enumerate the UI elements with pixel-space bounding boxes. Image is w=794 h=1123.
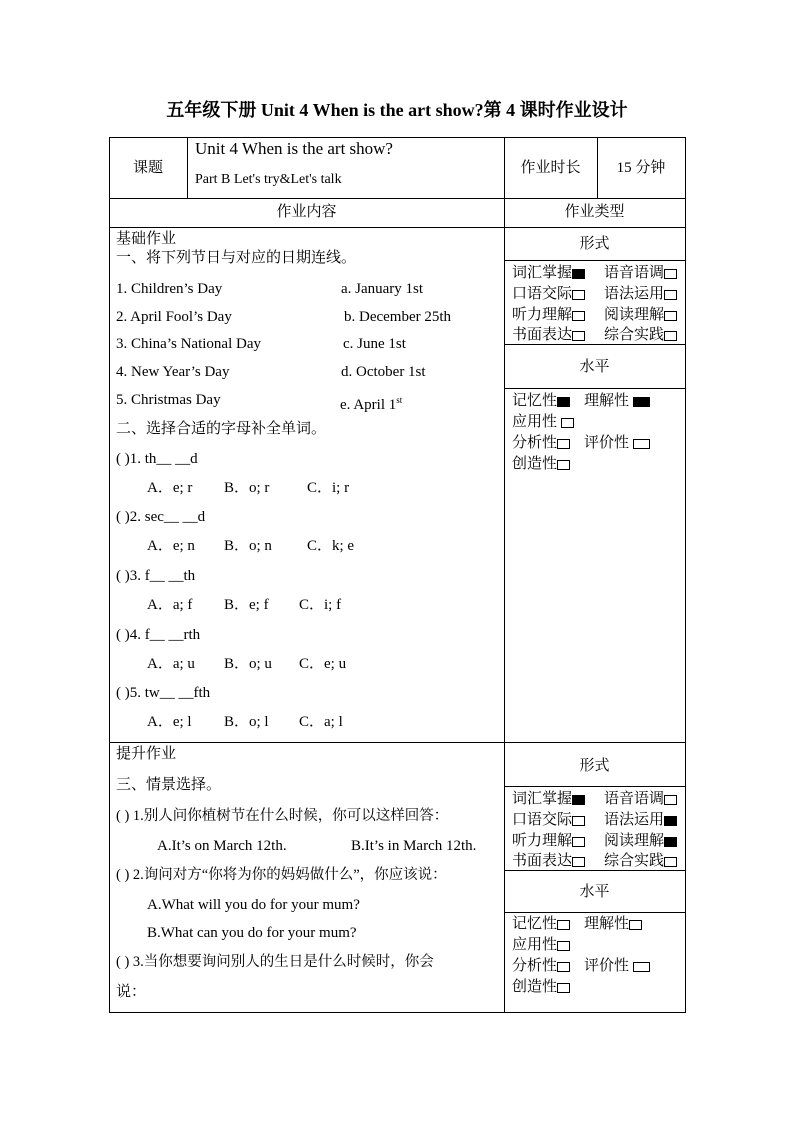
- page-title: 五年级下册 Unit 4 When is the art show?第 4 课时作业设计: [166, 100, 628, 120]
- form-item-reading: 阅读理解: [604, 832, 677, 850]
- checkbox: [664, 290, 677, 300]
- checkbox: [572, 857, 585, 867]
- form-item-speaking: 口语交际: [512, 285, 585, 303]
- form-label: 形式: [579, 758, 610, 774]
- option: C．k; e: [307, 538, 355, 554]
- option: B．o; r: [224, 480, 270, 496]
- question: ( )2. sec__ __d: [116, 509, 206, 525]
- level-item-memory: 记忆性: [512, 915, 570, 933]
- form-item-grammar: 语法运用: [604, 811, 677, 829]
- holiday-item: 4. New Year’s Day: [116, 364, 230, 380]
- scenario-option: A.What will you do for your mum?: [147, 897, 360, 913]
- option: C．e; u: [299, 656, 347, 672]
- scenario-option: B.It’s in March 12th.: [351, 838, 477, 854]
- date-item: b. December 25th: [344, 309, 452, 325]
- form-item-grammar: 语法运用: [604, 285, 677, 303]
- form-item-listening: 听力理解: [512, 832, 585, 850]
- level-item-creation: 创造性: [512, 455, 570, 473]
- checkbox: [664, 857, 677, 867]
- form-item-vocab: 词汇掌握: [512, 264, 585, 282]
- level-item-analysis: 分析性: [512, 434, 570, 452]
- level-item-creation: 创造性: [512, 978, 570, 996]
- checkbox: [572, 795, 585, 805]
- form-item-writing: 书面表达: [512, 326, 585, 344]
- checkbox: [572, 290, 585, 300]
- checkbox: [664, 331, 677, 341]
- scenario-option: B.What can you do for your mum?: [147, 925, 357, 941]
- checkbox: [572, 816, 585, 826]
- level-item-application: 应用性: [512, 413, 574, 431]
- part2-title: 二、选择合适的字母补全单词。: [116, 421, 327, 437]
- homework-table: [109, 137, 686, 1013]
- holiday-item: 3. China’s National Day: [116, 336, 261, 352]
- checkbox: [557, 397, 570, 407]
- date-item: a. January 1st: [341, 281, 424, 297]
- checkbox: [557, 983, 570, 993]
- checkbox: [633, 439, 650, 449]
- question: ( )4. f__ __rth: [116, 627, 201, 643]
- checkbox: [572, 311, 585, 321]
- scenario-option: A.It’s on March 12th.: [157, 838, 287, 854]
- form-item-phonetics: 语音语调: [604, 264, 677, 282]
- checkbox: [633, 962, 650, 972]
- option: C．i; r: [307, 480, 350, 496]
- checkbox: [664, 816, 677, 826]
- checkbox: [572, 837, 585, 847]
- checkbox: [557, 920, 570, 930]
- form-item-reading: 阅读理解: [604, 306, 677, 324]
- level-item-understanding: 理解性: [584, 915, 642, 933]
- form-item-speaking: 口语交际: [512, 811, 585, 829]
- duration-label: 作业时长: [520, 160, 581, 176]
- date-item: e. April 1st: [340, 395, 403, 413]
- checkbox: [557, 439, 570, 449]
- topic-label: 课题: [132, 160, 163, 176]
- level-item-analysis: 分析性: [512, 957, 570, 975]
- checkbox: [664, 269, 677, 279]
- form-item-practice: 综合实践: [604, 326, 677, 344]
- part1-title: 一、将下列节日与对应的日期连线。: [116, 250, 357, 266]
- duration-value: 15 分钟: [616, 160, 666, 176]
- checkbox: [629, 920, 642, 930]
- topic-title: Unit 4 When is the art show?: [195, 139, 393, 158]
- checkbox: [664, 311, 677, 321]
- option: A．e; n: [147, 538, 195, 554]
- option: A．e; r: [147, 480, 193, 496]
- level-item-evaluation: 评价性: [584, 434, 650, 452]
- option: A．a; u: [147, 656, 195, 672]
- form-item-listening: 听力理解: [512, 306, 585, 324]
- form-label: 形式: [579, 236, 610, 252]
- checkbox: [557, 962, 570, 972]
- scenario-question-cont: 说：: [116, 984, 147, 1000]
- holiday-item: 5. Christmas Day: [116, 392, 221, 408]
- basic-heading: 基础作业: [116, 231, 177, 247]
- type-label: 作业类型: [564, 204, 625, 220]
- checkbox: [633, 397, 650, 407]
- checkbox: [557, 460, 570, 470]
- option: A．a; f: [147, 597, 193, 613]
- option: B．o; u: [224, 656, 272, 672]
- form-item-practice: 综合实践: [604, 852, 677, 870]
- form-item-vocab: 词汇掌握: [512, 790, 585, 808]
- holiday-item: 1. Children’s Day: [116, 281, 223, 297]
- advanced-heading: 提升作业: [116, 746, 177, 762]
- question: ( )5. tw__ __fth: [116, 685, 211, 701]
- level-label: 水平: [579, 884, 610, 900]
- option: A．e; l: [147, 714, 192, 730]
- checkbox: [572, 331, 585, 341]
- option: B．o; n: [224, 538, 272, 554]
- question: ( )3. f__ __th: [116, 568, 196, 584]
- level-item-memory: 记忆性: [512, 392, 570, 410]
- content-label: 作业内容: [276, 204, 337, 220]
- checkbox: [572, 269, 585, 279]
- level-item-understanding: 理解性: [584, 392, 650, 410]
- level-label: 水平: [579, 359, 610, 375]
- holiday-item: 2. April Fool’s Day: [116, 309, 232, 325]
- option: B．o; l: [224, 714, 269, 730]
- option: C．i; f: [299, 597, 342, 613]
- form-item-writing: 书面表达: [512, 852, 585, 870]
- scenario-question: ( ) 3.当你想要询问别人的生日是什么时候时，你会: [116, 954, 434, 970]
- scenario-question: ( ) 2.询问对方“你将为你的妈妈做什么”，你应该说：: [116, 867, 447, 883]
- checkbox: [664, 795, 677, 805]
- level-item-evaluation: 评价性: [584, 957, 650, 975]
- topic-subtitle: Part B Let's try&Let's talk: [195, 172, 342, 187]
- part3-title: 三、情景选择。: [116, 777, 222, 793]
- scenario-question: ( ) 1.别人问你植树节在什么时候，你可以这样回答：: [116, 808, 449, 824]
- checkbox: [561, 418, 574, 428]
- option: B．e; f: [224, 597, 269, 613]
- date-item: d. October 1st: [341, 364, 426, 380]
- checkbox: [557, 941, 570, 951]
- date-item: c. June 1st: [343, 336, 406, 352]
- checkbox: [664, 837, 677, 847]
- option: C．a; l: [299, 714, 343, 730]
- form-item-phonetics: 语音语调: [604, 790, 677, 808]
- question: ( )1. th__ __d: [116, 451, 198, 467]
- level-item-application: 应用性: [512, 936, 570, 954]
